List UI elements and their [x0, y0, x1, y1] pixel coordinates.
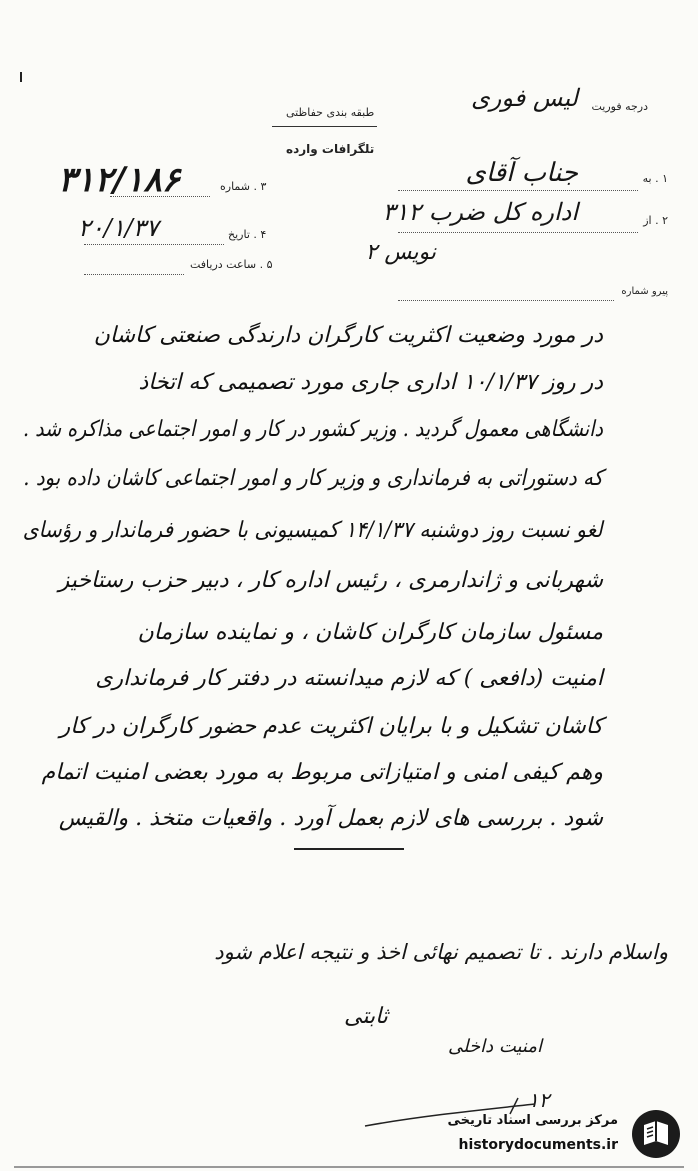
field1-value: جناب آقای: [465, 158, 578, 188]
field4-label: ۴ . تاریخ: [228, 228, 267, 241]
section-divider: [294, 848, 404, 850]
archive-logo-icon: [630, 1108, 682, 1160]
field4-value: ۲۰/۱/۳۷: [78, 214, 159, 242]
field3-line: [110, 196, 210, 197]
field1-label: ۱ . به: [642, 172, 668, 185]
signature-title: امنیت داخلی: [448, 1036, 543, 1057]
field2-label: ۲ . از: [643, 214, 668, 227]
field4-line: [84, 244, 224, 245]
priority-label: درجه فوریت: [591, 100, 648, 113]
field3-label: ۳ . شماره: [220, 180, 267, 193]
watermark-title: مرکز بررسی اسناد تاریخی: [447, 1113, 618, 1128]
field5-line: [84, 274, 184, 275]
watermark-url: historydocuments.ir: [458, 1137, 618, 1153]
classification-label: طبقه بندی حفاظتی: [286, 106, 375, 119]
body-line: لغو نسبت روز دوشنبه ۱۴/۱/۳۷ کمیسیونی با حضور فرماندار و رؤسای: [23, 518, 603, 543]
body-line: امنیت (دافعی ) که لازم میدانسته در دفتر کار فرمانداری: [95, 666, 603, 691]
body-line: دانشگاهی معمول گردید . وزیر کشور در کار و امور اجتماعی مذاکره شد .: [22, 417, 603, 442]
body-line: مسئول سازمان کارگران کاشان ، و نماینده سازمان: [137, 620, 603, 645]
reference-label: پیرو شماره: [621, 286, 668, 297]
body-line: که دستوراتی به فرمانداری و وزیر کار و امور اجتماعی کاشان داده بود .: [23, 466, 603, 491]
bottom-rule: [14, 1166, 684, 1168]
priority-value: لیس فوری: [470, 84, 578, 112]
field2-line: [398, 232, 638, 233]
corner-mark: [20, 72, 22, 82]
body-line: کاشان تشکیل و با برایان اکثریت عدم حضور کارگران در کار: [59, 714, 603, 739]
body-line: در مورد وضعیت اکثریت کارگران دارندگی صنعتی کاشان: [93, 323, 603, 348]
body-line: شهربانی و ژاندارمری ، رئیس اداره کار ، دبیر حزب رستاخیز: [58, 568, 603, 593]
reference-line: [398, 300, 614, 301]
closing-text: واسلام دارند . تا تصمیم نهائی اخذ و نتیجه اعلام شود: [214, 940, 668, 964]
margin-number: ۱۲: [528, 1088, 550, 1112]
signature-name: ثابتی: [344, 1004, 388, 1029]
field5-value: نویس ۲: [365, 240, 436, 265]
field5-label: ۵ . ساعت دریافت: [190, 258, 273, 271]
classification-rule: [272, 126, 377, 127]
body-line: وهم کیفی امنی و امتیازاتی مربوط به مورد بعضی امنیت اتمام: [41, 760, 603, 785]
field2-value: اداره کل ضرب ۳۱۲: [382, 198, 578, 226]
document-type: تلگرافات وارده: [286, 142, 375, 156]
field1-line: [398, 190, 638, 191]
body-line: شود . بررسی های لازم بعمل آورد . واقعیات متخذ . والقیس: [58, 806, 603, 831]
body-line: در روز ۱۰/۱/۳۷ اداری جاری مورد تصمیمی که اتخاذ: [138, 370, 603, 395]
field3-value: ۳۱۲/۱۸۶: [58, 160, 180, 200]
